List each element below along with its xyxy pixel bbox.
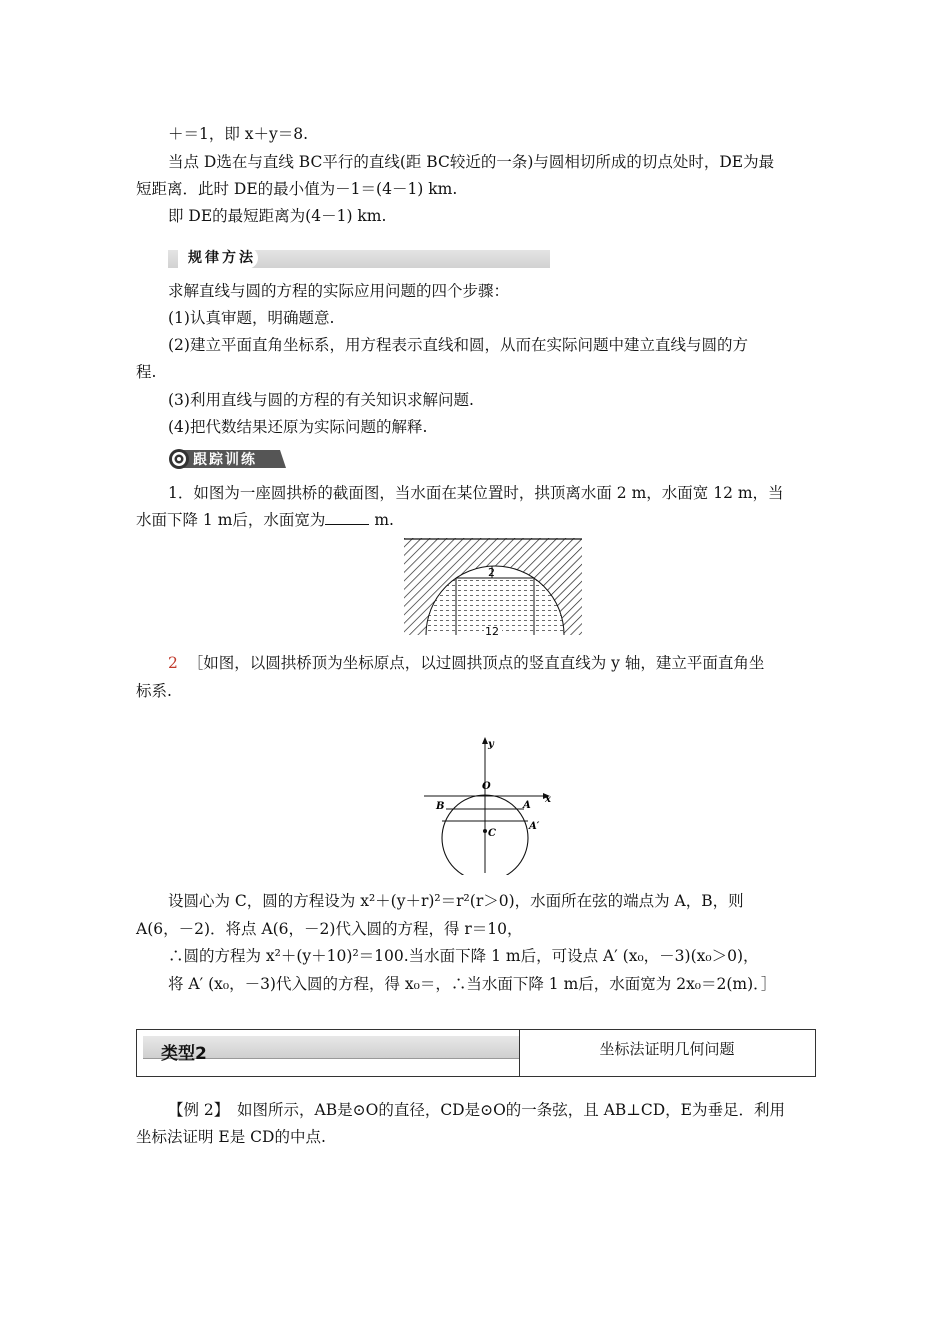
problem1-line-2-text: 水面下降 1 m后，水面宽为 xyxy=(136,511,326,529)
method-banner xyxy=(168,250,550,268)
training-banner-label: 跟踪训练 xyxy=(193,452,257,468)
problem1-line-1: 1．如图为一座圆拱桥的截面图，当水面在某位置时，拱顶离水面 2 m，水面宽 12 m，当 xyxy=(168,484,784,502)
answer-line-6: 将 A′ (x₀，－3)代入圆的方程，得 x₀＝，∴当水面下降 1 m后，水面宽为 2x₀＝2(m)．］ xyxy=(168,975,777,993)
point-label-a: A xyxy=(523,800,531,811)
type2-label: 类型2 xyxy=(161,1044,207,1064)
answer-line-5: ∴圆的方程为 x²＋(y＋10)²＝100.当水面下降 1 m后，可设点 A′ (x₀，－3)(x₀＞0)， xyxy=(168,947,759,965)
problem1-line-2-unit: m. xyxy=(369,511,394,529)
example2-line-1: 【例 2】 如图所示，AB是⊙O的直径，CD是⊙O的一条弦，且 AB⊥CD，E为垂足．利用 xyxy=(168,1101,785,1119)
answer-number: 2 xyxy=(168,654,178,672)
answer-blank xyxy=(325,510,369,525)
solution-line-4: 即 DE的最短距离为(4－1) km. xyxy=(168,207,387,225)
example2-line-2: 坐标法证明 E是 CD的中点. xyxy=(136,1128,326,1146)
answer-line-1-text: ［如图，以圆拱桥顶为坐标原点，以过圆拱顶点的竖直直线为 y 轴，建立平面直角坐 xyxy=(187,654,765,672)
method-intro: 求解直线与圆的方程的实际应用问题的四个步骤： xyxy=(168,282,510,300)
training-banner xyxy=(168,448,286,470)
method-step-1: (1)认真审题，明确题意. xyxy=(168,309,335,327)
axis-label-y: y xyxy=(488,739,494,750)
answer-line-1 xyxy=(168,652,764,674)
type2-bar xyxy=(143,1036,519,1064)
point-label-c: C xyxy=(488,828,496,839)
type2-label-cell xyxy=(137,1030,520,1076)
answer-line-4: A(6，－2)．将点 A(6，－2)代入圆的方程，得 r＝10， xyxy=(136,920,523,938)
answer-line-3: 设圆心为 C，圆的方程设为 x²＋(y＋r)²＝r²(r＞0)，水面所在弦的端点为 A，B，则 xyxy=(168,892,744,910)
method-banner-label: 规律方法 xyxy=(188,250,256,266)
arch-bridge-figure xyxy=(404,538,582,635)
point-label-o: O xyxy=(482,781,491,792)
point-label-b: B xyxy=(436,801,445,812)
method-step-2: (2)建立平面直角坐标系，用方程表示直线和圆，从而在实际问题中建立直线与圆的方 xyxy=(168,336,748,354)
axis-label-x: x xyxy=(545,794,551,805)
type2-title: 坐标法证明几何问题 xyxy=(599,1040,735,1058)
method-step-3: (3)利用直线与圆的方程的有关知识求解问题. xyxy=(168,391,474,409)
solution-line-3: 短距离．此时 DE的最小值为－1＝(4－1) km. xyxy=(136,180,458,198)
method-step-4: (4)把代数结果还原为实际问题的解释. xyxy=(168,418,428,436)
point-label-a-prime: A′ xyxy=(529,821,540,832)
type2-header xyxy=(136,1029,816,1077)
arch-label-bottom: 12 xyxy=(485,625,499,635)
solution-line-2: 当点 D选在与直线 BC平行的直线(距 BC较近的一条)与圆相切所成的切点处时，DE为最 xyxy=(168,153,775,171)
solution-line-1: ＋＝1，即 x＋y＝8. xyxy=(168,125,309,143)
arch-label-top: 2 xyxy=(488,566,495,579)
problem1-line-2 xyxy=(136,509,394,531)
coordinate-circle-figure xyxy=(424,735,564,875)
method-step-2-cont: 程. xyxy=(136,363,157,381)
answer-line-2: 标系. xyxy=(136,682,172,700)
